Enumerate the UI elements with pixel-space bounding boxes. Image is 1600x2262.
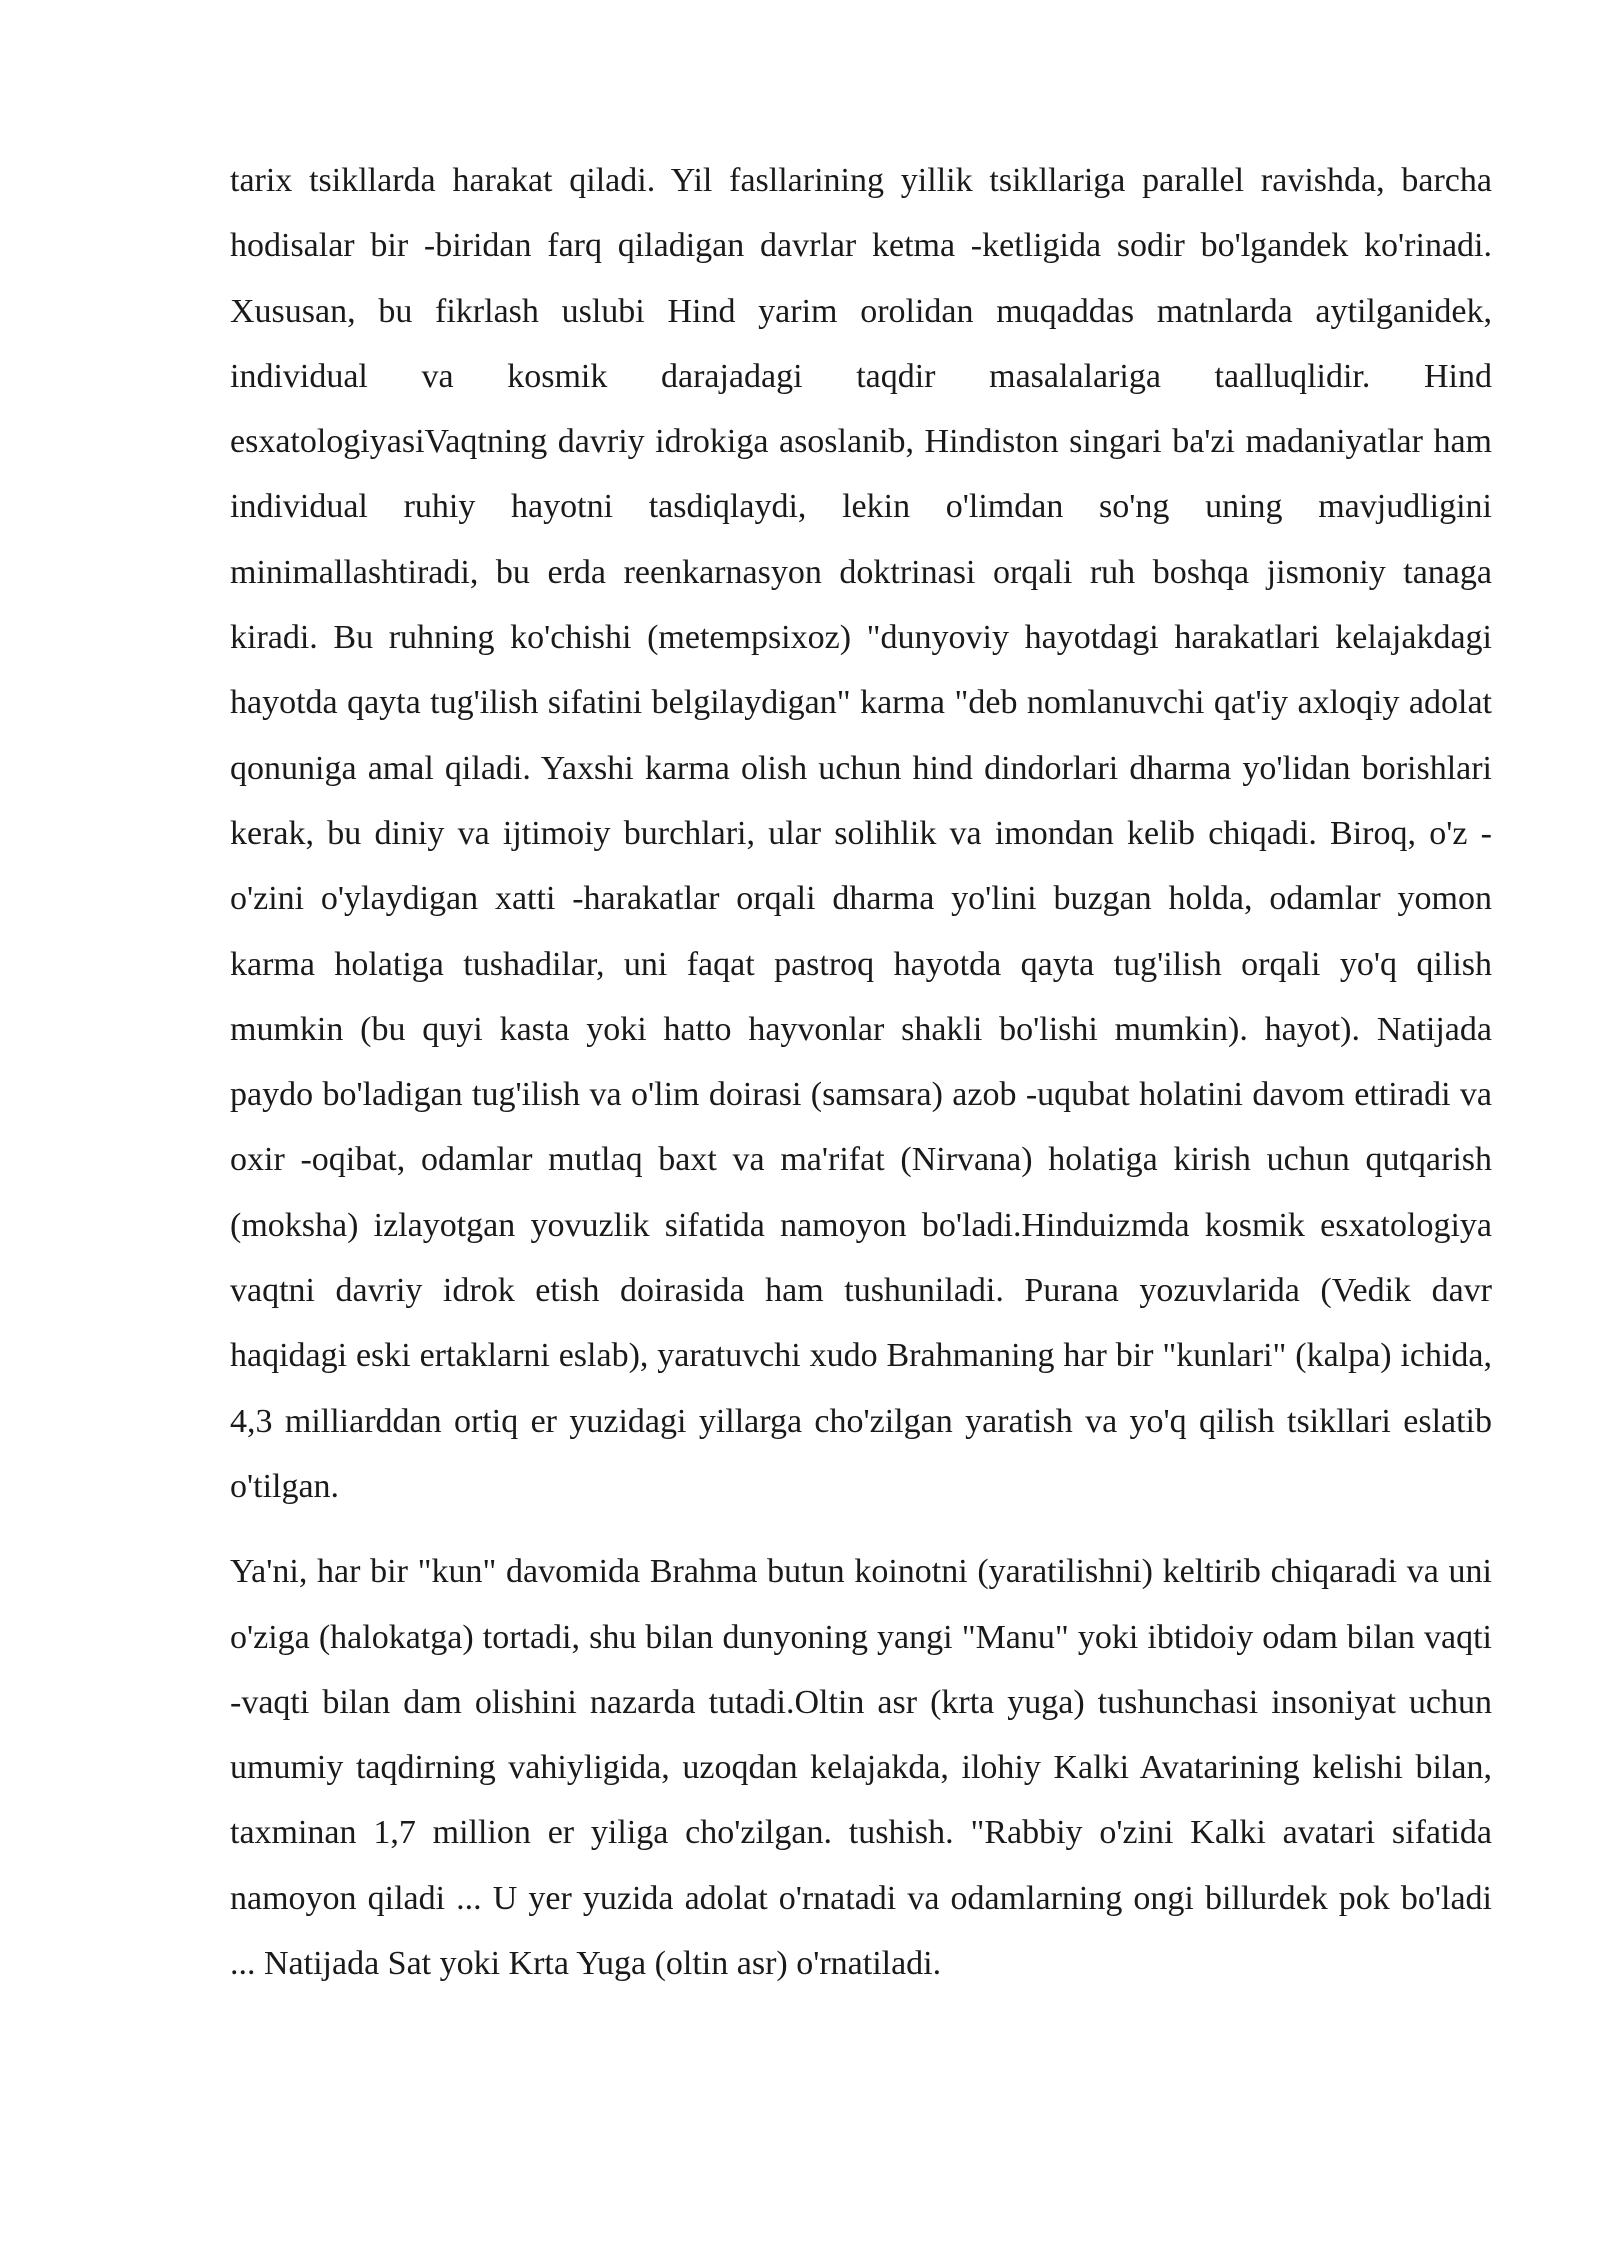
body-paragraph-1: tarix tsikllarda harakat qiladi. Yil fasllarining yillik tsikllariga parallel ravishda, barcha hodisalar bir -biridan farq qiladigan davrlar ketma -ketligida sodir bo'lgandek ko'rinadi. Xususan, bu fikrlash uslubi Hind yarim orolidan muqaddas matnlarda aytilganidek, individual va kosmik darajadagi taqdir masalalariga taalluqlidir. Hind esxatologiyasiVaqtning davriy idrokiga asoslanib, Hindiston singari ba'zi madaniyatlar ham individual ruhiy hayotni tasdiqlaydi, lekin o'limdan so'ng uning mavjudligini minimallashtiradi, bu erda reenkarnasyon doktrinasi orqali ruh boshqa jismoniy tanaga kiradi. Bu ruhning ko'chishi (metempsixoz) "dunyoviy hayotdagi harakatlari kelajakdagi hayotda qayta tug'ilish sifatini belgilaydigan" karma "deb nomlanuvchi qat'iy axloqiy adolat qonuniga amal qiladi. Yaxshi karma olish uchun hind dindorlari dharma yo'lidan borishlari kerak, bu diniy va ijtimoiy burchlari, ular solihlik va imondan kelib chiqadi. Biroq, o'z -o'zini o'ylaydigan xatti -harakatlar orqali dharma yo'lini buzgan holda, odamlar yomon karma holatiga tushadilar, uni faqat pastroq hayotda qayta tug'ilish orqali yo'q qilish mumkin (bu quyi kasta yoki hatto hayvonlar shakli bo'lishi mumkin). hayot). Natijada paydo bo'ladigan tug'ilish va o'lim doirasi (samsara) azob -uqubat holatini davom ettiradi va oxir -oqibat, odamlar mutlaq baxt va ma'rifat (Nirvana) holatiga kirish uchun qutqarish (moksha) izlayotgan yovuzlik sifatida namoyon bo'ladi.Hinduizmda kosmik esxatologiya vaqtni davriy idrok etish doirasida ham tushuniladi. Purana yozuvlarida (Vedik davr haqidagi eski ertaklarni eslab), yaratuvchi xudo Brahmaning har bir "kunlari" (kalpa) ichida, 4,3 milliarddan ortiq er yuzidagi yillarga cho'zilgan yaratish va yo'q qilish tsikllari eslatib o'tilgan. [230,162,1492,1505]
body-paragraph-2: Ya'ni, har bir "kun" davomida Brahma butun koinotni (yaratilishni) keltirib chiqaradi va uni o'ziga (halokatga) tortadi, shu bilan dunyoning yangi "Manu" yoki ibtidoiy odam bilan vaqti -vaqti bilan dam olishini nazarda tutadi.Oltin asr (krta yuga) tushunchasi insoniyat uchun umumiy taqdirning vahiyligida, uzoqdan kelajakda, ilohiy Kalki Avatarining kelishi bilan, taxminan 1,7 million er yiliga cho'zilgan. tushish. "Rabbiy o'zini Kalki avatari sifatida namoyon qiladi ... U yer yuzida adolat o'rnatadi va odamlarning ongi billurdek pok bo'ladi ... Natijada Sat yoki Krta Yuga (oltin asr) o'rnatiladi. [230,1553,1492,1983]
document-page [230,148,1492,1996]
